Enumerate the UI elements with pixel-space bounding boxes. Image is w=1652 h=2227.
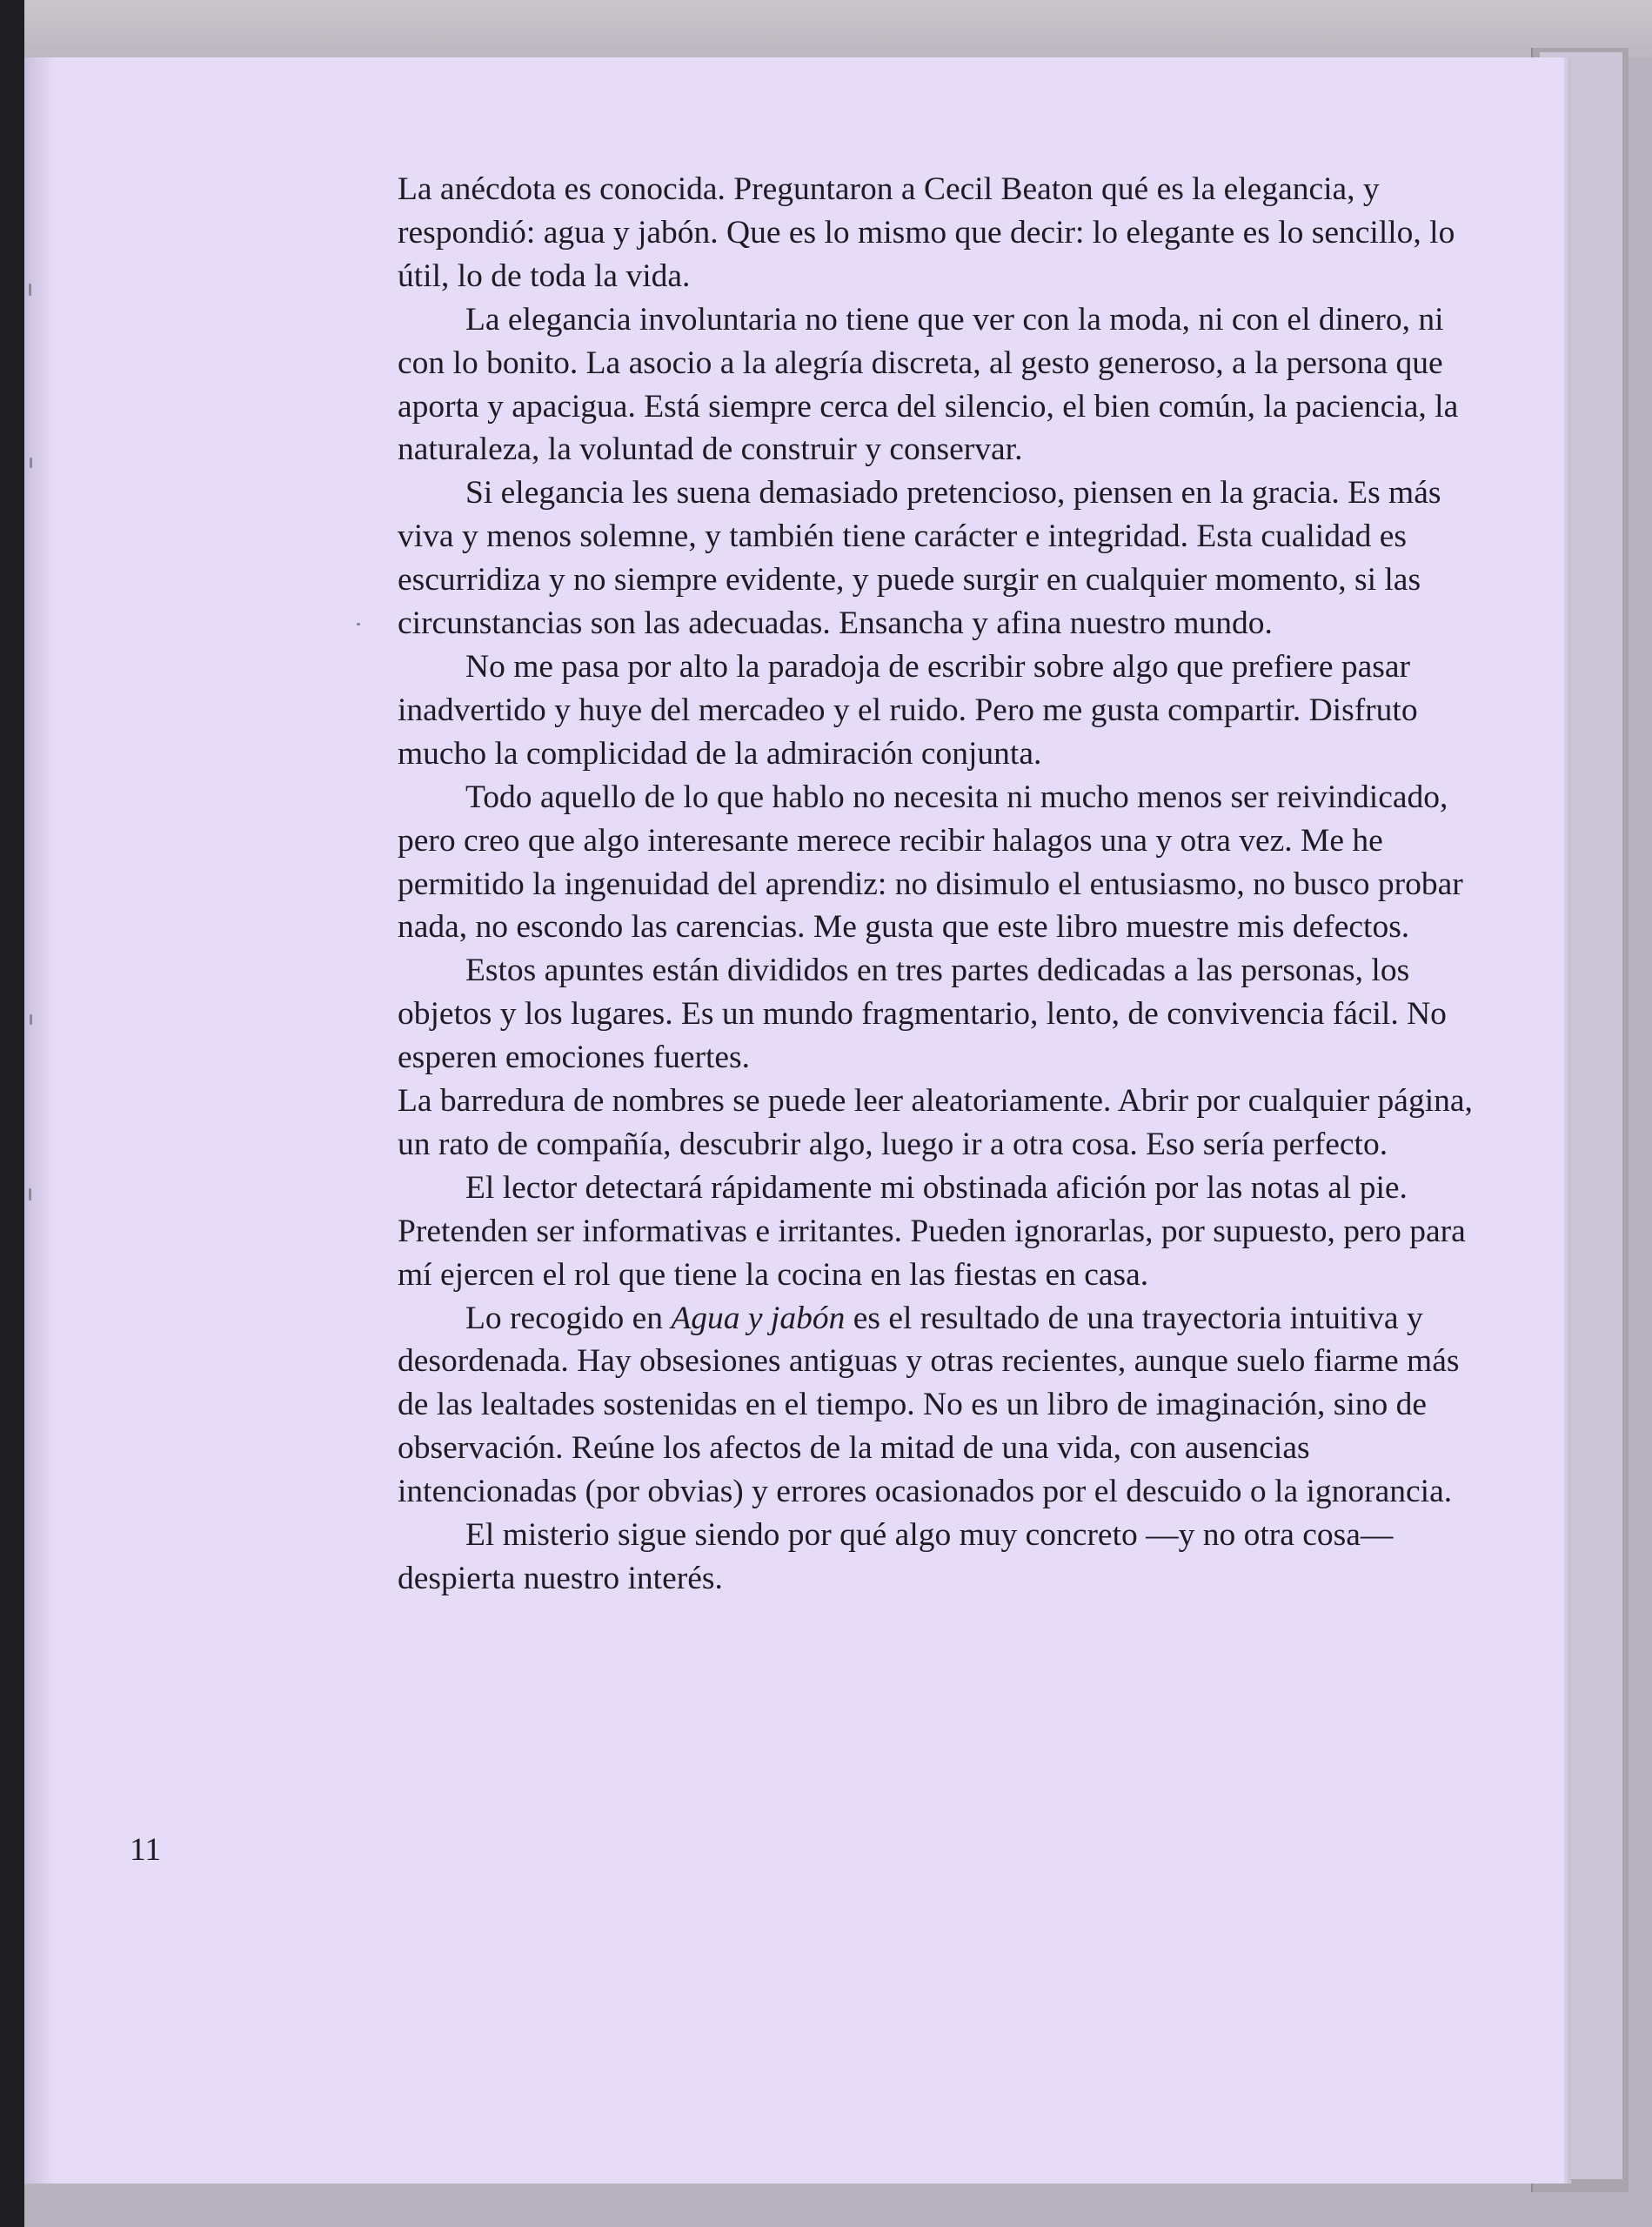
scan-speck <box>30 458 32 468</box>
scanner-edge-left <box>0 0 24 2227</box>
paragraph-3: Si elegancia les suena demasiado pretencioso, piensen en la gracia. Es más viva y menos solemne, y también tiene carácter e integridad. Esta cualidad es escurridiza y no siempre evidente, y puede surgir en cualquier momento, si las circunstancias son las adecuadas. Ensancha y afina nuestro mundo. <box>398 475 1441 642</box>
paragraph-9-start: Lo recogido en <box>465 1300 672 1336</box>
scan-speck <box>30 1014 32 1025</box>
scan-speck <box>29 284 31 296</box>
paragraph-10: El misterio sigue siendo por qué algo muy concreto —y no otra cosa— despierta nuestro interés. <box>398 1517 1394 1596</box>
paragraph-6: Estos apuntes están divididos en tres partes dedicadas a las personas, los objetos y los lugares. Es un mundo fragmentario, lento, de convivencia fácil. No esperen emociones fuertes. <box>398 953 1447 1076</box>
scan-speck <box>29 1188 31 1200</box>
page-number: 11 <box>130 1832 162 1868</box>
body-text <box>398 168 1476 1601</box>
paragraph-9-end: es el resultado de una trayectoria intuitiva y desordenada. Hay obsesiones antiguas y otras recientes, aunque suelo fiarme más de las lealtades sostenidas en el tiempo. No es un libro de imaginación, sino de observación. Reúne los afectos de la mitad de una vida, con ausencias intencionadas (por obvias) y errores ocasionados por el descuido o la ignorancia. <box>398 1300 1460 1510</box>
scanner-edge-top <box>24 0 1652 57</box>
paragraph-9 <box>398 1297 1476 1515</box>
paragraph-7: La barredura de nombres se puede leer aleatoriamente. Abrir por cualquier página, un rato de compañía, descubrir algo, luego ir a otra cosa. Eso sería perfecto. <box>398 1083 1473 1162</box>
paragraph-2: La elegancia involuntaria no tiene que ver con la moda, ni con el dinero, ni con lo bonito. La asocio a la alegría discreta, al gesto generoso, a la persona que aporta y apacigua. Está siempre cerca del silencio, el bien común, la paciencia, la naturaleza, la voluntad de construir y conservar. <box>398 301 1459 468</box>
paragraph-4: No me pasa por alto la paradoja de escribir sobre algo que prefiere pasar inadvertido y huye del mercadeo y el ruido. Pero me gusta compartir. Disfruto mucho la complicidad de la admiración conjunta. <box>398 648 1418 772</box>
gutter-shadow <box>24 57 56 2184</box>
scan-speck <box>357 623 360 625</box>
book-page <box>24 57 1564 2184</box>
book-title: Agua y jabón <box>671 1300 846 1336</box>
paragraph-1: La anécdota es conocida. Preguntaron a Cecil Beaton qué es la elegancia, y respondió: agua y jabón. Que es lo mismo que decir: lo elegante es lo sencillo, lo útil, lo de toda la vida. <box>398 171 1455 294</box>
paragraph-5: Todo aquello de lo que hablo no necesita ni mucho menos ser reivindicado, pero creo que algo interesante merece recibir halagos una y otra vez. Me he permitido la ingenuidad del aprendiz: no disimulo el entusiasmo, no busco probar nada, no escondo las carencias. Me gusta que este libro muestre mis defectos. <box>398 779 1463 946</box>
paragraph-8: El lector detectará rápidamente mi obstinada afición por las notas al pie. Pretenden ser informativas e irritantes. Pueden ignorarlas, por supuesto, pero para mí ejercen el rol que tiene la cocina en las fiestas en casa. <box>398 1169 1466 1293</box>
